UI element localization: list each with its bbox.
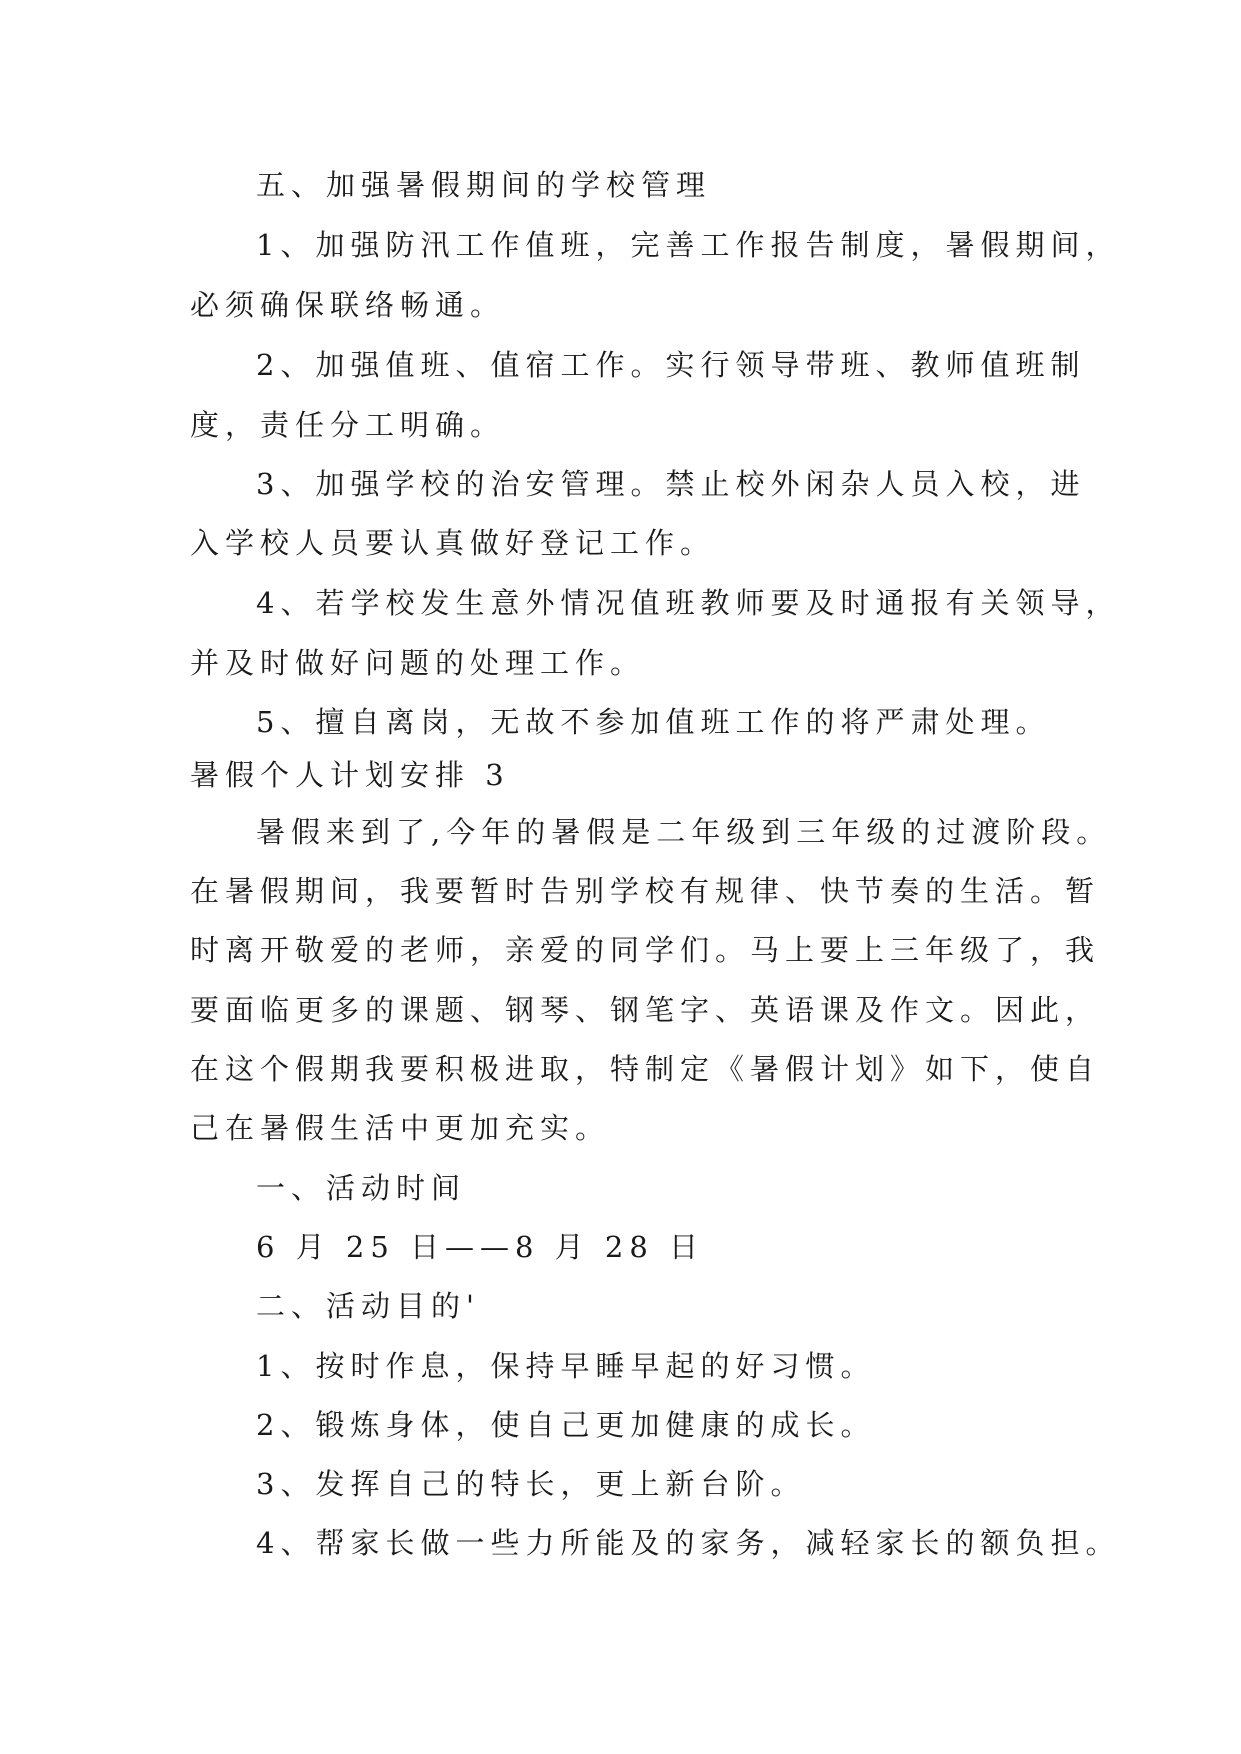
paragraph-line: 度，责任分工明确。 bbox=[190, 408, 506, 442]
list-item: 3、发挥自己的特长，更上新台阶。 bbox=[256, 1467, 806, 1501]
paragraph-line: 己在暑假生活中更加充实。 bbox=[190, 1111, 611, 1145]
paragraph-line: 在这个假期我要积极进取，特制定《暑假计划》如下，使自 bbox=[190, 1052, 1101, 1086]
date-range: 6 月 25 日——8 月 28 日 bbox=[256, 1230, 705, 1264]
paragraph-line: 2、加强值班、值宿工作。实行领导带班、教师值班制 bbox=[256, 348, 1086, 382]
section-heading: 二、活动目的' bbox=[256, 1289, 480, 1323]
paragraph-line: 4、若学校发生意外情况值班教师要及时通报有关领导， bbox=[256, 586, 1121, 620]
paragraph-line: 时离开敬爱的老师，亲爱的同学们。马上要上三年级了，我 bbox=[190, 933, 1101, 967]
section-heading: 一、活动时间 bbox=[256, 1171, 467, 1205]
list-item: 4、帮家长做一些力所能及的家务，减轻家长的额负担。 bbox=[256, 1526, 1121, 1560]
paragraph-line: 在暑假期间，我要暂时告别学校有规律、快节奏的生活。暂 bbox=[190, 874, 1101, 908]
list-item: 1、按时作息，保持早睡早起的好习惯。 bbox=[256, 1349, 876, 1383]
article-title: 暑假个人计划安排 3 bbox=[190, 758, 510, 792]
paragraph-line: 并及时做好问题的处理工作。 bbox=[190, 646, 646, 680]
paragraph-line: 要面临更多的课题、钢琴、钢笔字、英语课及作文。因此， bbox=[190, 993, 1101, 1027]
paragraph-line: 5、擅自离岗，无故不参加值班工作的将严肃处理。 bbox=[256, 705, 1051, 739]
paragraph-line: 1、加强防汛工作值班，完善工作报告制度，暑假期间， bbox=[256, 228, 1121, 262]
paragraph-line: 必须确保联络畅通。 bbox=[190, 288, 506, 322]
paragraph-line: 入学校人员要认真做好登记工作。 bbox=[190, 526, 716, 560]
paragraph-line: 暑假来到了,今年的暑假是二年级到三年级的过渡阶段。 bbox=[256, 815, 1112, 849]
list-item: 2、锻炼身体，使自己更加健康的成长。 bbox=[256, 1408, 876, 1442]
paragraph-line: 3、加强学校的治安管理。禁止校外闲杂人员入校，进 bbox=[256, 467, 1086, 501]
section-heading: 五、加强暑假期间的学校管理 bbox=[256, 168, 712, 202]
